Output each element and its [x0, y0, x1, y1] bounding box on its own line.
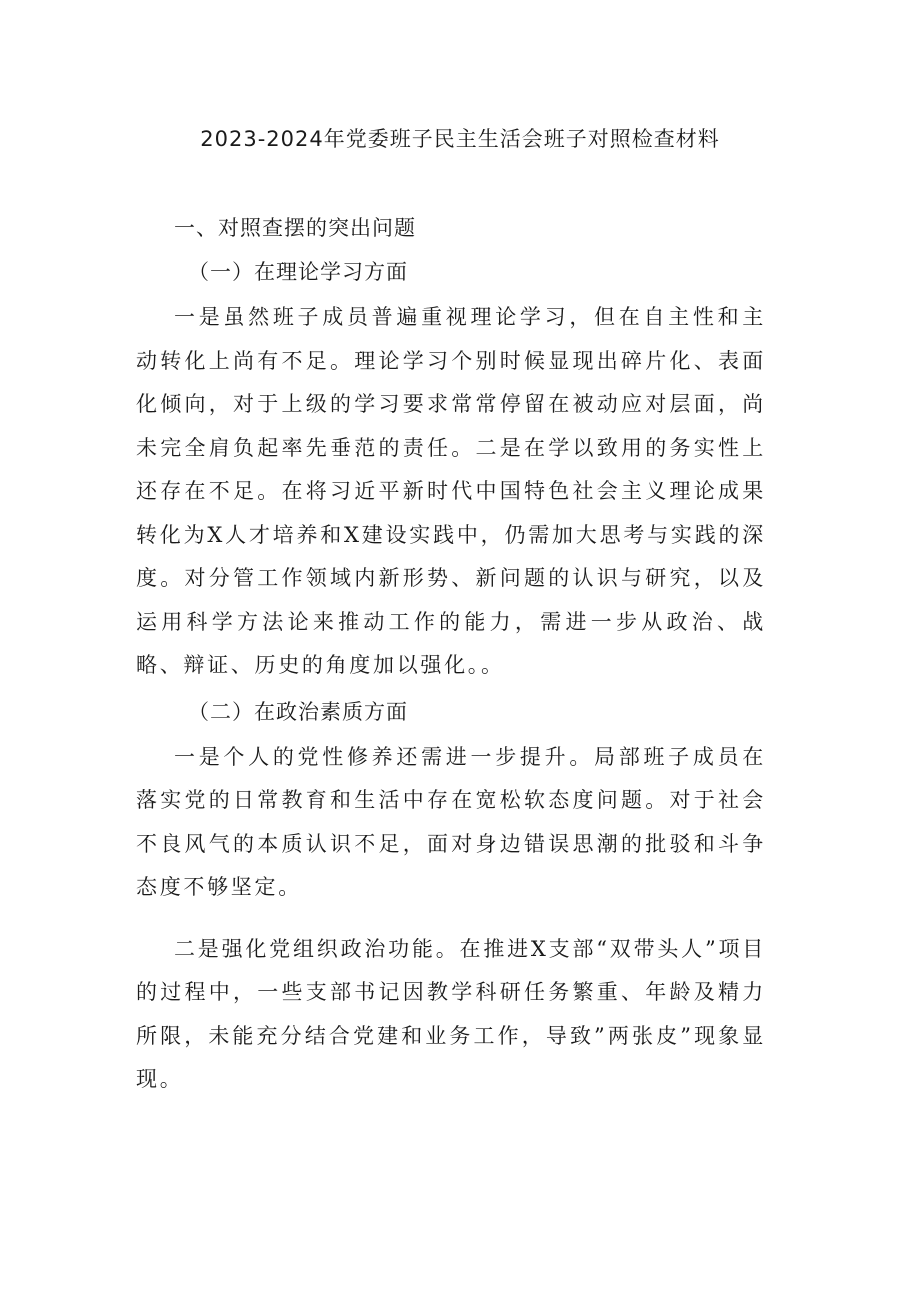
paragraph-party-organization: 二是强化党组织政治功能。在推进X支部“双带头人”项目的过程中，一些支部书记因教学科研任务繁重、年龄及精力所限，未能充分结合党建和业务工作，导致”两张皮”现象显现。: [136, 936, 766, 1091]
subsection-heading-theory-study: （一）在理论学习方面: [188, 260, 408, 284]
subsection-heading-political-quality: （二）在政治素质方面: [188, 699, 408, 724]
paragraph-theory-study: 一是虽然班子成员普遍重视理论学习，但在自主性和主动转化上尚有不足。理论学习个别时候显现出碎片化、表面化倾向，对于上级的学习要求常常停留在被动应对层面，尚未完全肩负起率先垂范的责任。二是在学以致用的务实性上还存在不足。在将习近平新时代中国特色社会主义理论成果转化为X人才培养和X建设实践中，仍需加大思考与实践的深度。对分管工作领域内新形势、新问题的认识与研究，以及运用科学方法论来推动工作的能力，需进一步从政治、战略、辩证、历史的角度加以强化。。: [136, 305, 766, 677]
paragraph-party-spirit: 一是个人的党性修养还需进一步提升。局部班子成员在落实党的日常教育和生活中存在宽松软态度问题。对于社会不良风气的本质认识不足，面对身边错误思潮的批驳和斗争态度不够坚定。: [136, 744, 766, 899]
document-body: [136, 208, 766, 1102]
section-heading-problems: 一、对照查摆的突出问题: [174, 216, 416, 240]
document-title: 2023-2024年党委班子民主生活会班子对照检查材料: [200, 127, 720, 151]
